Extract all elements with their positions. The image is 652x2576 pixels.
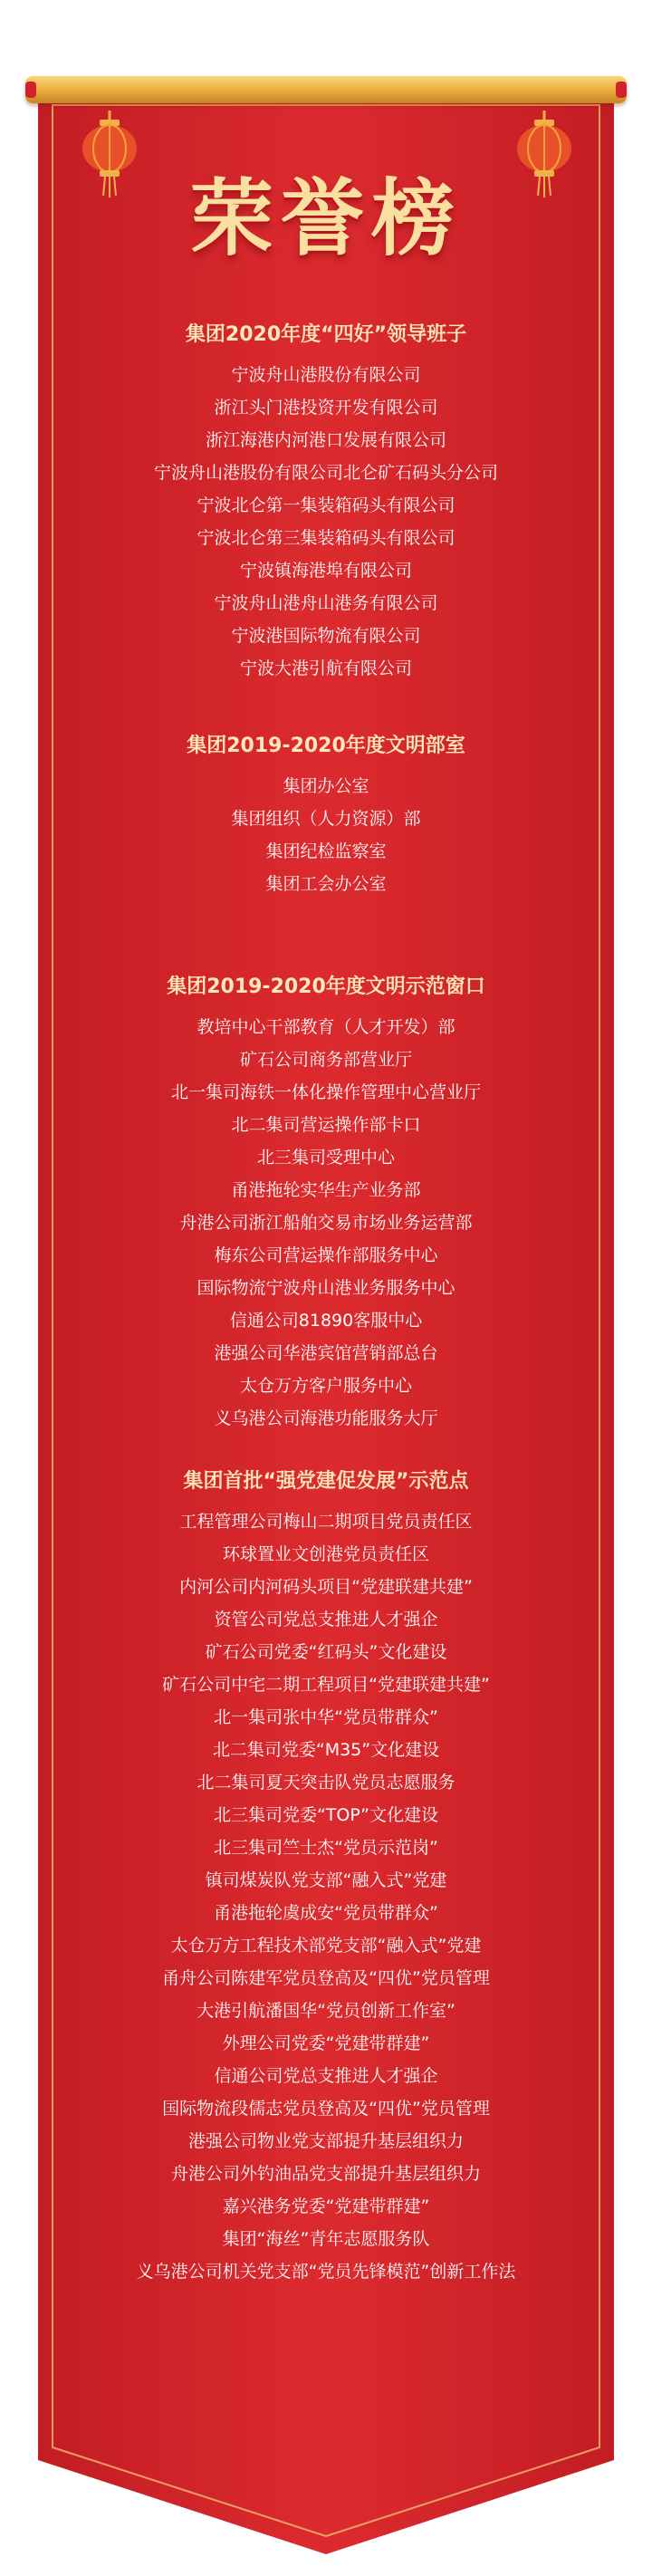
list-item: 集团“海丝”青年志愿服务队	[222, 2229, 430, 2249]
list-item: 信通公司81890客服中心	[229, 1311, 423, 1331]
list-item: 国际物流宁波舟山港业务服务中心	[197, 1278, 455, 1298]
list-item: 北一集司海铁一体化操作管理中心营业厅	[170, 1082, 481, 1102]
section-heading: 集团2020年度“四好”领导班子	[185, 323, 467, 346]
list-item: 北三集司竺士杰“党员示范岗”	[214, 1838, 438, 1858]
list-item: 外理公司党委“党建带群建”	[222, 2033, 430, 2053]
list-item: 舟港公司浙江船舶交易市场业务运营部	[179, 1213, 473, 1233]
list-item: 矿石公司党委“红码头”文化建设	[205, 1642, 447, 1662]
list-item: 集团组织（人力资源）部	[231, 809, 421, 829]
list-item: 工程管理公司梅山二期项目党员责任区	[179, 1512, 473, 1532]
list-item: 梅东公司营运操作部服务中心	[214, 1245, 438, 1265]
list-item: 宁波北仑第三集装箱码头有限公司	[197, 528, 455, 548]
list-item: 内河公司内河码头项目“党建联建共建”	[179, 1577, 473, 1597]
list-item: 港强公司物业党支部提升基层组织力	[187, 2131, 464, 2151]
section-heading: 集团2019-2020年度文明示范窗口	[167, 976, 485, 998]
section-four-good-leadership	[0, 319, 652, 685]
section-civilized-departments	[0, 730, 652, 900]
list-item: 大港引航潘国华“党员创新工作室”	[197, 2001, 455, 2021]
list-item: 宁波北仑第一集装箱码头有限公司	[197, 495, 455, 515]
page-title: 荣誉榜	[189, 170, 462, 267]
list-item: 集团工会办公室	[265, 874, 387, 894]
section-party-building-demo-sites	[0, 1466, 652, 2288]
list-item: 港强公司华港宾馆营销部总台	[214, 1343, 438, 1363]
list-item: 甬港拖轮实华生产业务部	[231, 1180, 421, 1200]
list-item: 舟港公司外钓油品党支部提升基层组织力	[170, 2164, 481, 2184]
list-item: 宁波舟山港股份有限公司	[231, 365, 421, 385]
list-item: 宁波舟山港股份有限公司北仑矿石码头分公司	[153, 463, 498, 483]
section-heading: 集团2019-2020年度文明部室	[187, 735, 465, 757]
section-heading: 集团首批“强党建促发展”示范点	[183, 1470, 469, 1493]
list-item: 矿石公司中宅二期工程项目“党建联建共建”	[162, 1675, 490, 1695]
list-item: 甬舟公司陈建军党员登高及“四优”党员管理	[162, 1968, 490, 1988]
list-item: 嘉兴港务党委“党建带群建”	[222, 2196, 430, 2216]
list-item: 北一集司张中华“党员带群众”	[214, 1707, 438, 1727]
list-item: 太仓万方工程技术部党支部“融入式”党建	[170, 1936, 482, 1956]
list-item: 义乌港公司海港功能服务大厅	[214, 1408, 438, 1428]
list-item: 资管公司党总支推进人才强企	[214, 1610, 438, 1629]
list-item: 义乌港公司机关党支部“党员先锋模范”创新工作法	[136, 2262, 516, 2282]
list-item: 太仓万方客户服务中心	[239, 1376, 412, 1396]
list-item: 信通公司党总支推进人才强企	[214, 2066, 438, 2086]
list-item: 宁波大港引航有限公司	[239, 658, 412, 678]
list-item: 浙江海港内河港口发展有限公司	[205, 430, 446, 450]
list-item: 宁波镇海港埠有限公司	[239, 561, 412, 581]
list-item: 国际物流段儒志党员登高及“四优”党员管理	[162, 2099, 490, 2119]
list-item: 镇司煤炭队党支部“融入式”党建	[205, 1870, 447, 1890]
list-item: 北三集司党委“TOP”文化建设	[213, 1805, 439, 1825]
scroll-rod	[25, 76, 627, 103]
list-item: 北二集司营运操作部卡口	[231, 1115, 421, 1135]
list-item: 北三集司受理中心	[256, 1148, 395, 1168]
list-item: 宁波舟山港舟山港务有限公司	[214, 593, 438, 613]
rod-cap-right	[616, 82, 627, 98]
list-item: 教培中心干部教育（人才开发）部	[197, 1017, 455, 1037]
list-item: 浙江头门港投资开发有限公司	[214, 398, 438, 418]
list-item: 北二集司党委“M35”文化建设	[212, 1740, 440, 1760]
list-item: 甬港拖轮虞成安“党员带群众”	[214, 1903, 438, 1923]
rod-cap-left	[25, 82, 36, 98]
list-item: 北二集司夏天突击队党员志愿服务	[197, 1773, 455, 1793]
list-item: 环球置业文创港党员责任区	[222, 1544, 429, 1564]
list-item: 矿石公司商务部营业厅	[239, 1050, 412, 1070]
section-model-windows	[0, 971, 652, 1435]
list-item: 集团纪检监察室	[265, 841, 387, 861]
list-item: 宁波港国际物流有限公司	[231, 626, 421, 646]
list-item: 集团办公室	[283, 776, 369, 796]
